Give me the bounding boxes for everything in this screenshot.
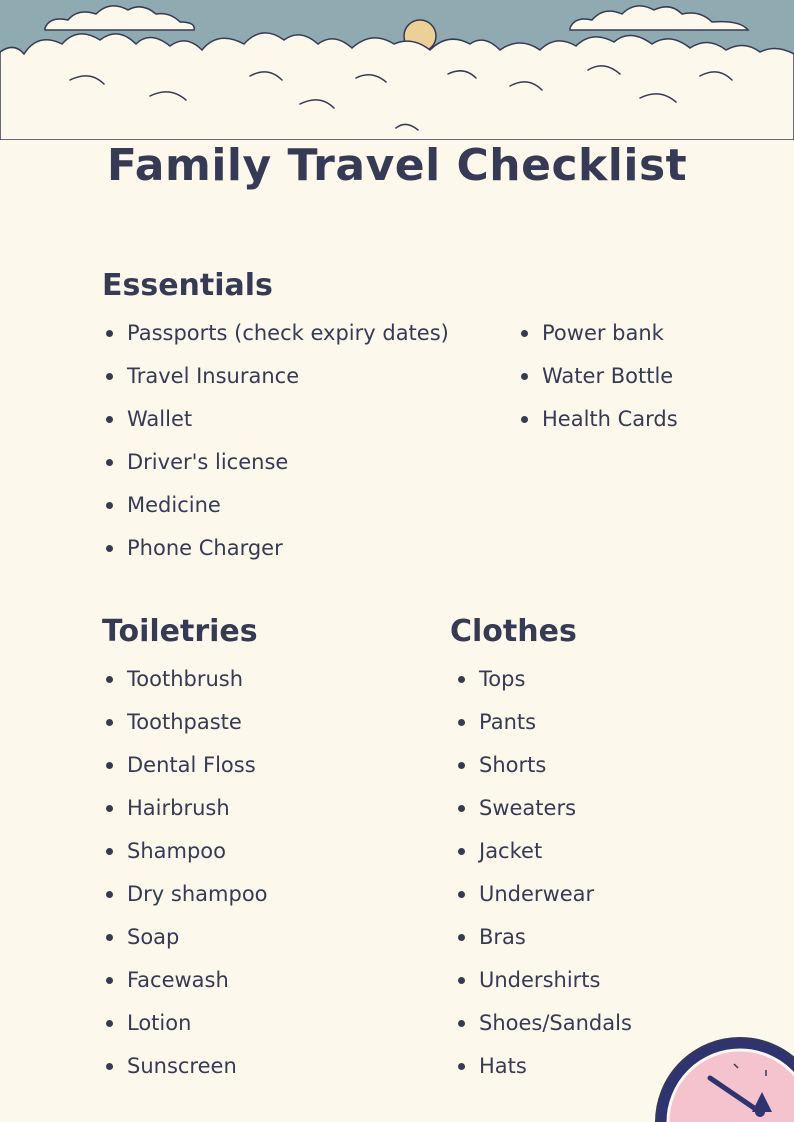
list-item: Pants xyxy=(455,708,632,751)
list-item: Wallet xyxy=(103,405,449,448)
list-item: Soap xyxy=(103,923,268,966)
toiletries-list xyxy=(103,665,268,1095)
list-item: Dental Floss xyxy=(103,751,268,794)
list-item: Underwear xyxy=(455,880,632,923)
list-item: Dry shampoo xyxy=(103,880,268,923)
list-item: Power bank xyxy=(518,319,678,362)
list-item: Toothbrush xyxy=(103,665,268,708)
list-item: Shorts xyxy=(455,751,632,794)
list-item: Phone Charger xyxy=(103,534,449,577)
list-item: Facewash xyxy=(103,966,268,1009)
list-item: Hats xyxy=(455,1052,632,1095)
list-item: Hairbrush xyxy=(103,794,268,837)
sky-clouds-illustration xyxy=(0,0,794,140)
page-title: Family Travel Checklist xyxy=(106,140,688,191)
list-item: Toothpaste xyxy=(103,708,268,751)
section-heading-toiletries: Toiletries xyxy=(102,614,258,649)
list-item: Lotion xyxy=(103,1009,268,1052)
list-item: Driver's license xyxy=(103,448,449,491)
section-heading-essentials: Essentials xyxy=(102,268,273,303)
list-item: Health Cards xyxy=(518,405,678,448)
essentials-list-right xyxy=(518,319,678,448)
list-item: Shampoo xyxy=(103,837,268,880)
list-item: Sweaters xyxy=(455,794,632,837)
essentials-list-left xyxy=(103,319,449,577)
list-item: Travel Insurance xyxy=(103,362,449,405)
list-item: Jacket xyxy=(455,837,632,880)
list-item: Passports (check expiry dates) xyxy=(103,319,449,362)
list-item: Water Bottle xyxy=(518,362,678,405)
list-item: Medicine xyxy=(103,491,449,534)
clothes-list xyxy=(455,665,632,1095)
list-item: Tops xyxy=(455,665,632,708)
list-item: Undershirts xyxy=(455,966,632,1009)
compass-icon xyxy=(650,1030,794,1122)
list-item: Bras xyxy=(455,923,632,966)
list-item: Shoes/Sandals xyxy=(455,1009,632,1052)
section-heading-clothes: Clothes xyxy=(450,614,577,649)
list-item: Sunscreen xyxy=(103,1052,268,1095)
